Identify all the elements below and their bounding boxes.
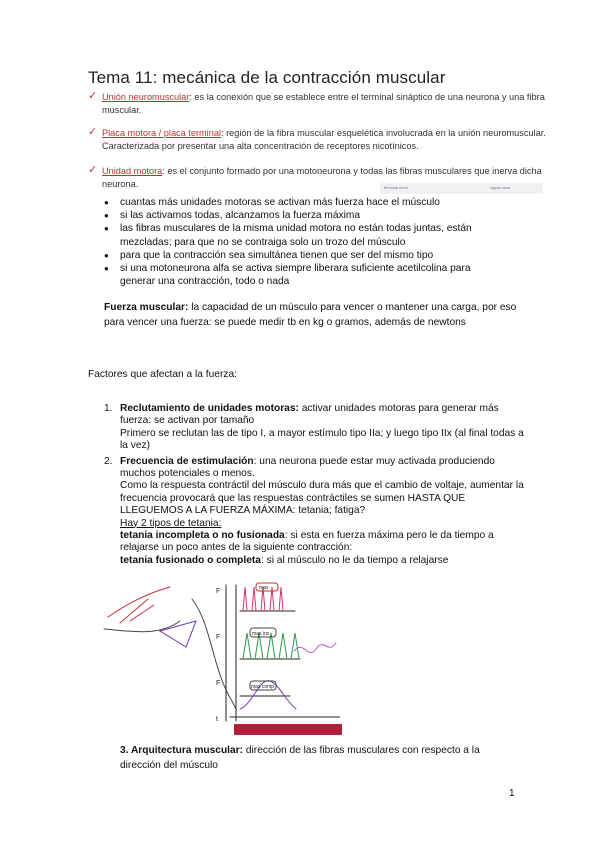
factors-list (104, 403, 524, 567)
definition-term: Placa motora / placa terminal (102, 128, 221, 138)
factor-number: 1. (104, 403, 113, 414)
checkmark-icon: ✓ (88, 90, 98, 102)
sketch-label-t: t (216, 716, 218, 723)
sketch-label-max-inc: max inc (252, 631, 270, 637)
checkmark-icon: ✓ (88, 126, 98, 138)
page-number: 1 (509, 788, 515, 799)
factor-item (104, 456, 524, 568)
list-item: ● cuantas más unidades motoras se activan más fuerza hace el músculo (104, 196, 504, 209)
sketch-neuron-black (104, 621, 180, 632)
sketch-neuron-purple (160, 621, 196, 647)
motor-unit-bullets (104, 196, 504, 288)
factors-heading: Factores que afectan a la fuerza: (88, 369, 237, 380)
tetanus-sketch (100, 581, 340, 731)
sketch-neuron-red-2 (120, 599, 154, 623)
factor-number: 2. (104, 455, 113, 467)
factor-3-paragraph (120, 743, 520, 773)
factor-extra: Primero se reclutan las de tipo I, a mayor estímulo tipo IIa; y luego tipo IIx (al final todas a la vez) (120, 427, 524, 452)
tetania-complete-text: : si al músculo no le da tiempo a relajarse (260, 554, 449, 566)
factor-extra: Como la respuesta contráctil del músculo dura más que el cambio de voltaje, aumentar la frecuencia provocará que las respuestas contráctiles se sumen HASTA QUE LLEGUEMOS A LA FUERZA MÁXIMA: tetania; fatiga? (120, 480, 524, 517)
list-item: ● para que la contracción sea simultánea tienen que ser del mismo tipo (104, 249, 504, 262)
tetania-complete-label: tetania fusionado o completa (120, 554, 261, 566)
sketch-label-max-comp: max comp (251, 684, 275, 690)
tetania-incomplete-label: tetania incompleta o no fusionada (120, 530, 285, 542)
factor-3-text: dirección de las fibras musculares con respecto a la dirección del músculo (120, 745, 480, 771)
list-item: ● las fibras musculares de la misma unidad motora no están todas juntas, están mezcladas; para que no se contraiga solo un trozo del músculo (104, 222, 504, 248)
sketch-axon-curve (192, 599, 236, 709)
factor-label: Reclutamiento de unidades motoras: (120, 403, 299, 414)
list-item: ● si una motoneurona alfa se activa siempre liberara suficiente acetilcolina para generar una contracción, todo o nada (104, 262, 504, 288)
factor-item (104, 403, 524, 453)
fuerza-muscular-paragraph (104, 300, 519, 330)
definition-text: : es la conexión que se establece entre el terminal sináptico de una neurona y una fibra muscular. (102, 92, 545, 115)
definition-placa-motora (88, 126, 550, 152)
sketch-label-max: max (259, 585, 269, 591)
page-title: Tema 11: mecánica de la contracción muscular (88, 68, 446, 87)
definition-term: Unidad motora (102, 166, 163, 176)
definition-text: : región de la fibra muscular esquelética involucrada en la unión neuromuscular. Caracterizada por presentar una alta concentración de receptores nicotínicos. (102, 128, 546, 151)
sketch-force-axes (226, 585, 236, 721)
factor-text: activar unidades motoras para generar más fuerza: se activan por tamaño (120, 403, 499, 427)
sketch-summation-curve (294, 643, 336, 653)
sketch-label-f2: F (216, 634, 221, 641)
strip-label-left: Terminal Axón (383, 185, 409, 190)
tetania-incomplete-text: : si esta en fuerza máxima pero le da tiempo a relajarse un poco antes de la siguiente contracción: (120, 530, 494, 554)
sketch-label-f3: F (216, 680, 221, 687)
list-item: ● si las activamos todas, alcanzamos la fuerza máxima (104, 209, 504, 222)
fuerza-text: la capacidad de un músculo para vencer o mantener una carga, por eso para vencer una fuerza: se puede medir tb en kg o gramos, además de newtons (104, 302, 517, 328)
factor-3-label: 3. Arquitectura muscular: (120, 745, 244, 756)
checkmark-icon: ✓ (88, 164, 98, 176)
definition-neuromuscular (88, 90, 550, 116)
sketch-neuron-red (108, 587, 170, 617)
definition-text: : es el conjunto formado por una motoneurona y todas las fibras musculares que inerva dicha neurona. (102, 166, 542, 189)
factor-label: Frecuencia de estimulación (120, 455, 254, 467)
factor-text: : una neurona puede estar muy activada produciendo muchos potenciales o menos. (120, 455, 495, 480)
definition-term: Unión neuromuscular (102, 92, 190, 102)
tetania-heading: Hay 2 tipos de tetania: (120, 517, 222, 529)
sketch-toolbar-strip (234, 724, 342, 735)
strip-label-right: signal zone (490, 185, 511, 190)
sketch-label-f1: F (216, 588, 221, 595)
embedded-image-strip (380, 183, 543, 194)
fuerza-label: Fuerza muscular: (104, 302, 189, 313)
